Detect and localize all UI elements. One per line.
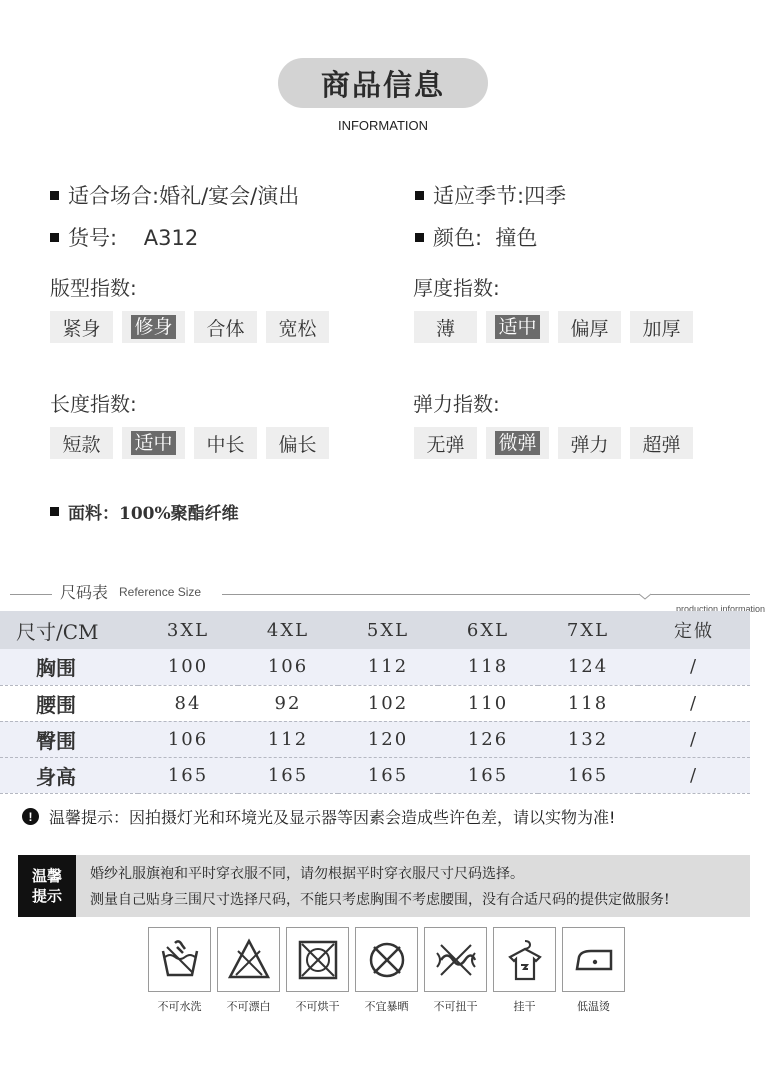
table-row bbox=[0, 649, 750, 685]
bullet-icon bbox=[50, 507, 59, 516]
table-cell: 106 bbox=[267, 656, 309, 678]
length-option: 偏长 bbox=[266, 427, 329, 459]
fit-option: 合体 bbox=[194, 311, 257, 343]
divider-line bbox=[222, 594, 640, 595]
no-wash-icon bbox=[148, 927, 211, 992]
care-item bbox=[424, 927, 487, 1014]
header-cell: 尺寸/CM bbox=[16, 619, 99, 644]
care-item bbox=[562, 927, 625, 1014]
hang-dry-icon bbox=[493, 927, 556, 992]
table-cell: / bbox=[689, 764, 699, 786]
table-cell: 84 bbox=[174, 692, 202, 714]
table-cell: 118 bbox=[467, 656, 509, 678]
care-label: 不可烘干 bbox=[295, 1000, 340, 1013]
tips-label-line: 提示 bbox=[31, 887, 62, 905]
elasticity-option: 弹力 bbox=[558, 427, 621, 459]
table-cell: 126 bbox=[467, 728, 509, 750]
bullet-icon bbox=[50, 233, 59, 242]
table-cell: 165 bbox=[167, 764, 209, 786]
table-cell: 112 bbox=[367, 656, 409, 678]
length-option: 适中 bbox=[122, 427, 185, 459]
size-chart-title: 尺码表 bbox=[60, 583, 109, 602]
thickness-option: 适中 bbox=[486, 311, 549, 343]
row-label: 胸围 bbox=[36, 656, 76, 681]
table-cell: 165 bbox=[467, 764, 509, 786]
production-info-clip bbox=[676, 597, 765, 614]
fit-option: 紧身 bbox=[50, 311, 113, 343]
bullet-icon bbox=[415, 191, 424, 200]
table-row bbox=[0, 721, 750, 757]
table-cell: 124 bbox=[567, 656, 609, 678]
length-option: 短款 bbox=[50, 427, 113, 459]
exclamation-icon: ! bbox=[22, 808, 39, 825]
tips-line: 测量自己贴身三围尺寸选择尺码，不能只考虑胸围不考虑腰围，没有合适尺码的提供定做服务! bbox=[90, 892, 670, 908]
length-option: 中长 bbox=[194, 427, 257, 459]
no-bleach-icon bbox=[217, 927, 280, 992]
color-notice-text: 温馨提示：因拍摄灯光和环境光及显示器等因素会造成些许色差，请以实物为准! bbox=[49, 808, 616, 827]
page-subtitle: INFORMATION bbox=[337, 118, 429, 133]
no-wring-icon bbox=[424, 927, 487, 992]
header-cell: 7XL bbox=[566, 619, 610, 641]
fit-index-options bbox=[50, 311, 329, 343]
tips-box bbox=[18, 855, 750, 917]
divider-line bbox=[651, 594, 750, 595]
season-line bbox=[415, 180, 566, 210]
table-row bbox=[0, 757, 750, 793]
production-info-text: production information bbox=[676, 604, 765, 614]
table-cell: 112 bbox=[267, 728, 309, 750]
fabric-line bbox=[50, 499, 239, 524]
care-item bbox=[148, 927, 211, 1014]
color-text: 颜色: 撞色 bbox=[433, 226, 538, 250]
chevron-down-icon bbox=[638, 590, 652, 600]
occasion-text: 适合场合:婚礼/宴会/演出 bbox=[68, 184, 300, 208]
thickness-index-options bbox=[414, 311, 693, 343]
page-title: 商品信息 bbox=[278, 58, 488, 108]
thickness-option: 加厚 bbox=[630, 311, 693, 343]
length-index-options bbox=[50, 427, 329, 459]
care-label: 不宜暴晒 bbox=[364, 1000, 409, 1013]
table-cell: 165 bbox=[267, 764, 309, 786]
item-number-line bbox=[50, 222, 198, 252]
table-cell: 110 bbox=[467, 692, 509, 714]
tips-label bbox=[18, 855, 76, 917]
header-cell: 4XL bbox=[266, 619, 310, 641]
fit-index-title: 版型指数: bbox=[50, 276, 137, 300]
elasticity-index-options bbox=[414, 427, 693, 459]
table-cell: 100 bbox=[167, 656, 209, 678]
table-cell: 165 bbox=[567, 764, 609, 786]
care-item bbox=[493, 927, 556, 1014]
size-table bbox=[0, 611, 750, 794]
divider-line bbox=[10, 594, 52, 595]
table-cell: / bbox=[689, 656, 699, 678]
thickness-index-title: 厚度指数: bbox=[413, 276, 500, 300]
elasticity-index-title: 弹力指数: bbox=[413, 392, 500, 416]
length-index-title: 长度指数: bbox=[50, 392, 137, 416]
table-cell: 92 bbox=[274, 692, 302, 714]
elasticity-option: 超弹 bbox=[630, 427, 693, 459]
row-label: 腰围 bbox=[36, 692, 76, 717]
table-cell: / bbox=[689, 692, 699, 714]
tips-line: 婚纱礼服旗袍和平时穿衣服不同，请勿根据平时穿衣服尺寸尺码选择。 bbox=[90, 866, 524, 882]
table-cell: 165 bbox=[367, 764, 409, 786]
table-cell: 132 bbox=[567, 728, 609, 750]
tips-label-line: 温馨 bbox=[31, 867, 62, 885]
care-item bbox=[286, 927, 349, 1014]
care-label: 不可水洗 bbox=[157, 1000, 202, 1013]
size-chart-subtitle: Reference Size bbox=[119, 585, 202, 599]
header-cell: 5XL bbox=[366, 619, 410, 641]
fit-option: 修身 bbox=[122, 311, 185, 343]
care-item bbox=[217, 927, 280, 1014]
size-table-header bbox=[0, 611, 750, 649]
table-cell: 106 bbox=[167, 728, 209, 750]
care-label: 不可漂白 bbox=[226, 1000, 271, 1013]
fabric-text: 面料：100%聚酯纤维 bbox=[68, 504, 239, 524]
row-label: 臀围 bbox=[36, 728, 76, 753]
table-row bbox=[0, 685, 750, 721]
season-text: 适应季节:四季 bbox=[433, 184, 567, 208]
elasticity-option: 微弹 bbox=[486, 427, 549, 459]
thickness-option: 偏厚 bbox=[558, 311, 621, 343]
no-tumble-dry-icon bbox=[286, 927, 349, 992]
item-number-text: 货号: A312 bbox=[68, 226, 199, 250]
table-cell: 102 bbox=[367, 692, 409, 714]
care-label: 挂干 bbox=[513, 1000, 536, 1013]
elasticity-option: 无弹 bbox=[414, 427, 477, 459]
table-cell: 120 bbox=[367, 728, 409, 750]
bullet-icon bbox=[50, 191, 59, 200]
color-notice bbox=[22, 805, 615, 828]
tips-text bbox=[76, 855, 670, 917]
header-cell: 3XL bbox=[166, 619, 210, 641]
thickness-option: 薄 bbox=[414, 311, 477, 343]
care-icons bbox=[148, 927, 625, 1014]
header-cell: 6XL bbox=[466, 619, 510, 641]
table-cell: 118 bbox=[567, 692, 609, 714]
table-cell: / bbox=[689, 728, 699, 750]
care-label: 不可扭干 bbox=[433, 1000, 478, 1013]
no-sun-dry-icon bbox=[355, 927, 418, 992]
row-label: 身高 bbox=[36, 764, 76, 789]
care-item bbox=[355, 927, 418, 1014]
header-cell: 定做 bbox=[674, 621, 714, 642]
fit-option: 宽松 bbox=[266, 311, 329, 343]
bullet-icon bbox=[415, 233, 424, 242]
color-line bbox=[415, 222, 537, 252]
care-label: 低温烫 bbox=[577, 1000, 610, 1013]
low-iron-icon bbox=[562, 927, 625, 992]
occasion-line bbox=[50, 180, 299, 210]
